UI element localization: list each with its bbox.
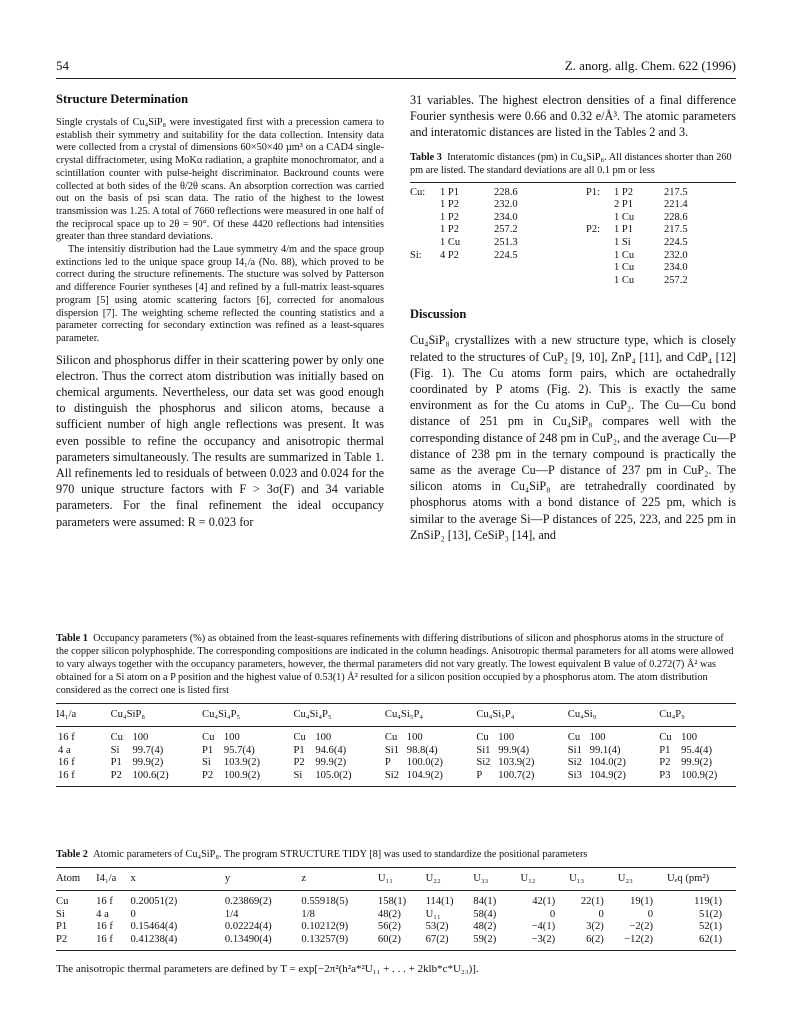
- paragraph-fourier: 31 variables. The highest electron densities of a final difference Fourier synthesis were 0.66 and 0.32 e/Å³. The atomic parameters and interatomic distances are listed in the Tables 2 and 3.: [410, 93, 736, 140]
- t1-cell: 95.4(4): [681, 744, 713, 756]
- t3-cell: 228.6: [664, 211, 688, 223]
- t2-header-cell: U₃₃: [473, 873, 489, 884]
- t2-cell: 19(1): [630, 896, 654, 908]
- t2-cell: 0.55918(5): [301, 896, 349, 908]
- t3-cell: 1 P2: [440, 211, 459, 223]
- paragraph-atom-distribution: Silicon and phosphorus differ in their scattering power by only one electron. Thus the correct atom distribution was initially based on chemical arguments. Nevertheless, our data set was good enough to distinguish the phosphorus and silicon atoms, because a sufficient number of high angle reflections was present. It was even possible to refine the occupancy and anisotropic thermal parameters simultaneously. The results are summarized in Table 1. All refinements led to residuals of between 0.023 and 0.024 for the 970 unique structure factors with F > 3σ(F) and 34 variable parameters. For the final refinement the ideal occupancy parameters were assumed: R = 0.023 for: [56, 352, 384, 529]
- t3-cell: [440, 275, 484, 288]
- t1-cell: 99.9(4): [498, 744, 530, 756]
- t1-cell: P: [384, 757, 391, 769]
- t3-cell: 232.0: [664, 249, 688, 261]
- t1-cell: 99.7(4): [132, 744, 164, 756]
- t1-cell: 16 f: [58, 732, 75, 744]
- t1-cell: Cu: [567, 732, 581, 744]
- t2-cell: 0.13490(4): [224, 933, 272, 945]
- t1-cell: Cu: [293, 732, 306, 744]
- t3-cell: 2 P1: [614, 199, 633, 211]
- page-number: 54: [56, 58, 69, 73]
- right-column: [410, 92, 736, 543]
- t2-cell: 84(1): [473, 896, 497, 908]
- t3-cell: [586, 262, 614, 275]
- t2-cell: 16 f: [96, 896, 113, 908]
- t3-cell: 217.5: [664, 224, 688, 236]
- table2-footnote: The anisotropic thermal parameters are defined by T = exp[−2π²(h²a*²U₁₁ + . . . + 2klb*c*U₂₃)].: [56, 963, 479, 976]
- t1-header-cell: Cu₄Si₄P₅: [293, 709, 332, 720]
- t3-cell: [586, 199, 614, 212]
- t3-row: [410, 250, 694, 263]
- t1-row: [56, 727, 736, 745]
- table3-caption-text: Interatomic distances (pm) in Cu₄SiP₈. All distances shorter than 260 pm are listed. The standard deviations are all 0.1 pm or less: [410, 151, 732, 176]
- table1-occupancy-parameters: [56, 703, 736, 787]
- t3-cell: [586, 275, 614, 288]
- t1-cell: P1: [202, 744, 214, 756]
- t1-cell: 94.6(4): [315, 744, 347, 756]
- table1-caption: [56, 632, 736, 697]
- t3-row: [410, 224, 694, 237]
- t3-row: [410, 237, 694, 250]
- table2-label: Table 2: [56, 849, 88, 860]
- t3-cell: 234.0: [494, 211, 518, 223]
- t1-cell: Si1: [384, 744, 400, 756]
- t1-cell: 100: [315, 732, 332, 744]
- t1-cell: Si2: [384, 769, 400, 781]
- t3-cell: P2:: [586, 224, 601, 236]
- t2-cell: 119(1): [694, 896, 722, 908]
- t2-cell: 6(2): [586, 933, 604, 945]
- table2-atomic-parameters: [56, 867, 736, 951]
- t3-cell: [484, 275, 586, 288]
- t1-cell: P2: [110, 769, 122, 781]
- t3-cell: 232.0: [494, 199, 518, 211]
- t1-header-cell: Cu₄Si₅P₄: [384, 709, 424, 720]
- t3-cell: 257.2: [664, 274, 688, 286]
- t1-cell: 100: [498, 732, 515, 744]
- t2-cell: −2(2): [629, 921, 654, 933]
- t1-cell: 100.0(2): [406, 757, 443, 769]
- t3-cell: [410, 212, 440, 225]
- t2-header-cell: U₁₃: [569, 873, 585, 884]
- table2-caption-text: Atomic parameters of Cu₄SiP₈. The program STRUCTURE TIDY [8] was used to standardize the positional parameters: [93, 849, 588, 860]
- t2-cell: 0.02224(4): [224, 921, 272, 933]
- t2-cell: 62(1): [699, 933, 722, 945]
- t2-cell: 58(4): [473, 908, 497, 920]
- table3-caption: [410, 151, 736, 177]
- t2-header-cell: I4₁/a: [96, 873, 117, 884]
- table1-label: Table 1: [56, 633, 88, 644]
- t1-cell: 105.0(2): [315, 769, 352, 781]
- t3-cell: P1:: [586, 186, 601, 198]
- t1-cell: Cu: [384, 732, 398, 744]
- t3-cell: [586, 250, 614, 263]
- t2-cell: P1: [56, 921, 68, 933]
- t3-cell: Cu:: [410, 186, 426, 198]
- t1-cell: 104.9(2): [589, 769, 626, 781]
- t2-cell: 48(2): [473, 921, 497, 933]
- table3-interatomic-distances: [410, 187, 694, 288]
- t1-cell: Cu: [202, 732, 215, 744]
- t3-cell: 1 Cu: [614, 249, 635, 261]
- t1-cell: 16 f: [58, 769, 75, 781]
- t2-cell: U₁₁: [425, 908, 441, 920]
- t1-cell: P2: [659, 757, 671, 769]
- t2-cell: P2: [56, 933, 68, 945]
- t1-cell: P1: [110, 757, 122, 769]
- t1-cell: 100.7(2): [498, 769, 535, 781]
- t3-cell: 251.3: [494, 236, 518, 248]
- t1-cell: 16 f: [58, 757, 75, 769]
- t3-cell: 1 P1: [440, 186, 459, 198]
- t3-cell: 1 P2: [614, 186, 633, 198]
- t1-cell: P1: [293, 744, 305, 756]
- t3-cell: [410, 275, 440, 288]
- t2-cell: 53(2): [425, 921, 449, 933]
- t2-cell: 67(2): [425, 933, 449, 945]
- paragraph-refinement: The intensitiy distribution had the Laue symmetry 4/m and the space group extinctions led to the unique space group I4₁/a (No. 88), which proved to be correct during the structure refinements. The stucture was solved by Patterson and difference Fourier syntheses [4] and refined by a full-matrix least-squares program [5] using atomic scattering factors [6], corrected for anomalous dispersion [7]. The weighting scheme reflected the counting statistics and a parameter correcting for secondary extinction was refined as a least-squares parameter.: [56, 244, 384, 344]
- t2-cell: 0.15464(4): [130, 921, 178, 933]
- t3-cell: 221.4: [664, 199, 688, 211]
- t2-cell: 22(1): [580, 896, 604, 908]
- t1-cell: 99.9(2): [315, 757, 347, 769]
- t1-row: [56, 770, 736, 787]
- t3-cell: 224.5: [494, 249, 518, 261]
- t1-cell: P: [476, 769, 483, 781]
- t1-cell: 100.9(2): [223, 769, 261, 781]
- t3-cell: 1 Cu: [614, 274, 635, 286]
- running-header: [56, 58, 736, 78]
- t2-header-cell: U₂₂: [425, 873, 441, 884]
- t1-cell: 100: [589, 732, 606, 744]
- t2-header-cell: Uₑq (pm²): [667, 873, 710, 884]
- t3-cell: 257.2: [494, 224, 518, 236]
- t2-row: [56, 934, 736, 951]
- table2-caption: [56, 848, 736, 861]
- t3-cell: 1 Cu: [440, 236, 461, 248]
- t2-cell: 1/4: [224, 908, 239, 920]
- t2-cell: 0: [647, 908, 654, 920]
- t1-cell: 99.1(4): [589, 744, 621, 756]
- t3-cell: [484, 262, 586, 275]
- t1-cell: 100: [132, 732, 149, 744]
- t1-cell: P3: [659, 769, 671, 781]
- t3-row: [410, 262, 694, 275]
- journal-reference: Z. anorg. allg. Chem. 622 (1996): [564, 58, 736, 73]
- t2-cell: 16 f: [96, 921, 113, 933]
- t2-header-cell: U₁₁: [377, 873, 393, 884]
- t1-cell: 99.9(2): [132, 757, 164, 769]
- t3-row: [410, 275, 694, 288]
- t1-cell: Si2: [567, 757, 582, 769]
- t1-cell: 4 a: [58, 744, 71, 756]
- t3-cell: 1 Si: [614, 236, 631, 248]
- t1-cell: Si1: [567, 744, 582, 756]
- t1-cell: 99.9(2): [681, 757, 713, 769]
- t2-cell: 0.10212(9): [301, 921, 349, 933]
- t2-header-cell: U₂₃: [617, 873, 633, 884]
- t1-cell: Si: [202, 757, 211, 769]
- t2-cell: 59(2): [473, 933, 497, 945]
- t1-header-cell: Cu₄P₉: [659, 709, 685, 720]
- t2-cell: −4(1): [531, 921, 556, 933]
- t1-cell: 103.9(2): [223, 757, 261, 769]
- paragraph-crystal-data: Single crystals of Cu₄SiP₈ were investigated first with a precession camera to establish their symmetry and suitability for the data collection. Intensity data were collected from a crystal of dimensions 60×50×40 µm³ on a CAD4 single-crystal diffractometer, using MoKα radiation, a graphite monochromator, and a scintillation counter with pulse-height discriminator. Backround counts were collected at both sides of the θ/2θ scans. An absorption correction was carried out on the basis of psi scan data. The ratio of the highest to the lowest transmission was 1.25. A total of 7660 reflections were measured in one half of the reciprocal space up to 2θ = 90°. Of these 4420 reflections had intensities greater than three standard deviations.: [56, 117, 384, 243]
- t1-row: [56, 757, 736, 769]
- t1-cell: 100: [406, 732, 423, 744]
- table1-block: [56, 632, 736, 787]
- t3-cell: 1 P2: [440, 199, 459, 211]
- t1-cell: P2: [293, 757, 305, 769]
- table2-block: [56, 848, 736, 975]
- t1-header-cell: I4₁/a: [56, 709, 77, 720]
- t2-cell: 0: [130, 908, 136, 920]
- t1-cell: Si1: [476, 744, 491, 756]
- t1-cell: Si: [293, 769, 303, 781]
- t1-cell: P1: [659, 744, 671, 756]
- t2-cell: 42(1): [532, 896, 556, 908]
- t1-cell: 100.6(2): [132, 769, 169, 781]
- t2-row: [56, 891, 736, 909]
- t1-cell: 104.9(2): [406, 769, 443, 781]
- t2-cell: −12(2): [624, 933, 654, 945]
- t2-cell: Cu: [56, 896, 69, 908]
- t2-cell: 52(1): [699, 921, 722, 933]
- t1-cell: 103.9(2): [498, 757, 535, 769]
- t3-row: [410, 199, 694, 212]
- t1-cell: 100: [223, 732, 240, 744]
- t2-cell: 0: [598, 908, 604, 920]
- t2-header-cell: y: [224, 873, 231, 884]
- t2-row: [56, 909, 736, 921]
- t1-cell: Cu: [659, 732, 672, 744]
- t2-cell: Si: [56, 908, 65, 920]
- t1-cell: Cu: [476, 732, 489, 744]
- left-column: [56, 92, 384, 530]
- t2-cell: 60(2): [377, 933, 401, 945]
- t2-cell: 51(2): [699, 908, 722, 920]
- t2-cell: 0.20051(2): [130, 896, 178, 908]
- t1-cell: 95.7(4): [223, 744, 255, 756]
- t3-cell: 217.5: [664, 186, 688, 198]
- t3-cell: [586, 237, 614, 250]
- t2-cell: 1/8: [301, 908, 315, 920]
- t2-cell: 3(2): [586, 921, 604, 933]
- t2-cell: 0.41238(4): [130, 933, 178, 945]
- t3-cell: 1 P2: [440, 224, 459, 236]
- t1-cell: 104.0(2): [589, 757, 626, 769]
- t2-header-cell: U₁₂: [520, 873, 536, 884]
- table3-label: Table 3: [410, 151, 442, 163]
- table1-caption-text: Occupancy parameters (%) as obtained from the least-squares refinements with differing distributions of silicon and phosphorus atoms in the structure of the copper silicon polyphosphide. The corresponding compositions are indicated in the column headings. Anisotropic thermal parameters for all atoms were allowed to vary always together with the occupancy parameters, however, the thermal parameters did not vary greatly. The lowest equivalent B value of 0.272(7) Å² was obtained for a Si atom on a P position and the highest value of 0.53(1) Å² resulted for a silicon position occupied by a phosphorus atom. The atom distribution considered as the correct one is listed first: [56, 633, 734, 696]
- t3-cell: 1 Cu: [614, 262, 635, 274]
- t3-cell: [410, 224, 440, 237]
- t2-cell: 4 a: [96, 908, 109, 920]
- t2-cell: 114(1): [425, 896, 454, 908]
- section-heading-discussion: Discussion: [410, 307, 467, 322]
- t1-header-cell: Cu₄Si₄P₅: [202, 709, 241, 720]
- t2-header-cell: x: [130, 873, 136, 884]
- t1-cell: 98.8(4): [406, 744, 438, 756]
- t1-cell: Si: [110, 744, 120, 756]
- t3-cell: 228.6: [494, 186, 518, 198]
- t2-cell: 0.13257(9): [301, 933, 349, 945]
- t1-header-cell: Cu₄Si₅P₄: [476, 709, 515, 720]
- header-rule: [56, 78, 736, 79]
- t1-cell: P2: [202, 769, 214, 781]
- t1-row: [56, 745, 736, 757]
- t3-cell: 4 P2: [440, 249, 459, 261]
- t3-cell: [410, 199, 440, 212]
- t1-cell: Si2: [476, 757, 491, 769]
- t3-row: [410, 187, 694, 200]
- t1-cell: Cu: [110, 732, 123, 744]
- t3-cell: 1 Cu: [614, 211, 635, 223]
- t3-cell: 224.5: [664, 236, 688, 248]
- t2-cell: 48(2): [377, 908, 401, 920]
- t3-cell: [586, 212, 614, 225]
- t2-cell: 56(2): [377, 921, 401, 933]
- t1-header-cell: Cu₄SiP₈: [110, 709, 146, 720]
- paragraph-discussion: Cu₄SiP₈ crystallizes with a new structure type, which is closely related to the structures of CuP₂ [9, 10], ZnP₄ [11], and CdP₄ [12] (Fig. 1). The Cu atoms form pairs, which are octahedrally coordinated by P atoms (Fig. 2). This is exactly the same environment as for the Cu atoms in CuP₂. The Cu—Cu bond distance of 251 pm in Cu₄SiP₈ compares well with the corresponding distance of 248 pm in CuP₂, and the average Cu—P distance of 238 pm in the ternary compound is practically the same as the average Cu—P distance of 237 pm in CuP₂. The silicon atoms in Cu₄SiP₈ are tetrahedrally coordinated by phosphorus atoms with a bond distance of 225 pm, which is similar to the average Si—P distances of 225, 223, and 225 pm in ZnSiP₂ [13], CeSiP₃ [14], and: [410, 333, 736, 542]
- t2-row: [56, 921, 736, 933]
- t3-cell: [410, 237, 440, 250]
- t3-row: [410, 212, 694, 225]
- t3-cell: Si:: [410, 249, 422, 261]
- t1-cell: 100: [681, 732, 697, 744]
- t3-cell: [440, 262, 484, 275]
- t2-cell: −3(2): [531, 933, 556, 945]
- t2-cell: 0: [549, 908, 556, 920]
- t1-cell: Si3: [567, 769, 582, 781]
- t1-header-cell: Cu₄Si₉: [567, 709, 597, 720]
- t2-cell: 16 f: [96, 933, 113, 945]
- t2-cell: 158(1): [377, 896, 407, 908]
- t1-cell: 100.9(2): [681, 769, 718, 781]
- t3-cell: 1 P1: [614, 224, 633, 236]
- section-heading-structure-determination: Structure Determination: [56, 92, 189, 106]
- t3-cell: 234.0: [664, 262, 688, 274]
- t2-header-cell: z: [301, 873, 307, 884]
- t2-cell: 0.23869(2): [224, 896, 272, 908]
- t2-header-cell: Atom: [56, 873, 81, 884]
- t3-cell: [410, 262, 440, 275]
